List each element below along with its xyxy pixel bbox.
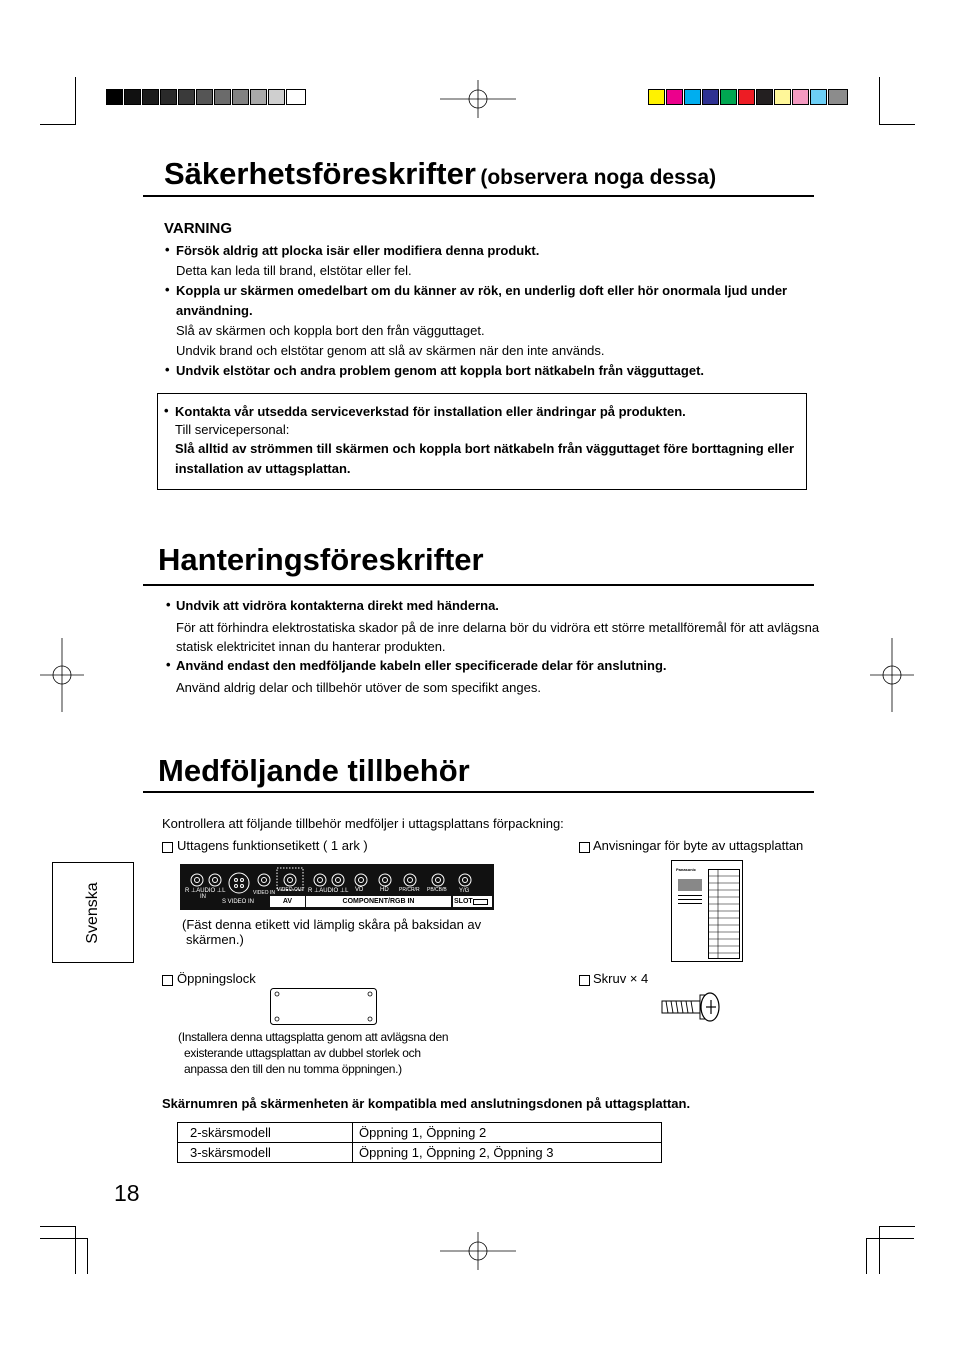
crop-mark-bl-v	[75, 1226, 76, 1274]
table-row	[178, 1143, 662, 1163]
model-cell: 3-skärsmodell	[178, 1143, 353, 1163]
safety-title-sub: (observera noga dessa)	[480, 166, 717, 189]
label-yg: Y/G	[459, 888, 470, 894]
function-label-sheet-illustration	[180, 864, 494, 910]
accessory-screws: Skruv × 4	[593, 971, 649, 986]
handling-item-2: Använd endast den medföljande kabeln eller specificerade delar för anslutning.	[176, 658, 667, 673]
crop-mark-br-h	[879, 1226, 915, 1227]
bullet: •	[165, 242, 170, 257]
bullet: •	[165, 282, 170, 297]
language-tab	[52, 862, 134, 963]
slot-number-boxes	[473, 899, 488, 905]
handling-item-1: Undvik att vidröra kontakterna direkt med händerna.	[176, 598, 499, 613]
slot-model-table	[177, 1122, 662, 1163]
label-audio-1: R ⊥AUDIO ⊥L	[185, 888, 226, 894]
section-safety-title	[164, 156, 716, 192]
section-divider	[143, 584, 814, 586]
manual-image	[678, 879, 702, 891]
slot-cover-note-3: anpassa den till den nu tomma öppningen.)	[184, 1062, 402, 1076]
section-handling-title: Hanteringsföreskrifter	[158, 542, 484, 577]
bullet: •	[166, 597, 171, 612]
handling-item-2-detail: Använd aldrig delar och tillbehör utöver de som specifikt anges.	[176, 680, 541, 695]
service-notice-personnel: Till servicepersonal:	[175, 422, 290, 437]
bullet: •	[166, 657, 171, 672]
instruction-manual-illustration	[671, 860, 743, 962]
crop-mark-tl-h	[40, 124, 76, 125]
section-divider	[143, 791, 814, 793]
warning-item-1: Försök aldrig att plocka isär eller modifiera denna produkt.	[176, 243, 540, 258]
section-divider	[143, 195, 814, 197]
warning-item-2-detail-2: Undvik brand och elstötar genom att slå av skärmen när den inte används.	[176, 343, 605, 358]
label-video-in: VIDEO IN	[253, 890, 275, 896]
handling-item-1-detail-1: För att förhindra elektrostatiska skador på de inre delarna bör du vidröra ett större metallföremål för att avlägsna	[176, 620, 820, 635]
checkbox	[162, 842, 173, 853]
label-sheet-note-2: skärmen.)	[186, 932, 244, 947]
label-video-out: VIDEO OUT	[277, 887, 305, 893]
label-pr: PR/CR/R	[399, 887, 420, 893]
label-svideo-in: S VIDEO IN	[222, 899, 255, 905]
slot-compatibility-note: Skärnumren på skärmenheten är kompatibla med anslutningsdonen på uttagsplattan.	[162, 1096, 691, 1111]
label-component-rgb: COMPONENT/RGB IN	[306, 896, 451, 907]
warning-item-2-detail-1: Slå av skärmen och koppla bort den från vägguttaget.	[176, 323, 485, 338]
warning-item-2-line1: Koppla ur skärmen omedelbart om du känner av rök, en underlig doft eller hör onormala ljud under	[176, 283, 788, 298]
model-cell: 2-skärsmodell	[178, 1123, 353, 1143]
crop-mark-br-v2	[866, 1238, 867, 1274]
warning-heading: VARNING	[164, 220, 233, 237]
accessory-slot-cover: Öppningslock	[177, 971, 256, 986]
bullet: •	[164, 403, 169, 418]
warning-item-3: Undvik elstötar och andra problem genom att koppla bort nätkabeln från vägguttaget.	[176, 363, 705, 378]
crop-mark-bl-h	[40, 1226, 76, 1227]
label-in: IN	[200, 894, 206, 900]
accessories-intro: Kontrollera att följande tillbehör medföljer i uttagsplattans förpackning:	[162, 816, 564, 831]
slots-cell: Öppning 1, Öppning 2	[353, 1123, 662, 1143]
crop-mark-tr-h	[879, 124, 915, 125]
checkbox	[162, 975, 173, 986]
slot-cover-note-1: (Installera denna uttagsplatta genom att avlägsna den	[178, 1030, 449, 1044]
registration-target-top	[440, 80, 516, 118]
slot-cover-illustration	[270, 988, 378, 1026]
label-audio-2: R ⊥AUDIO ⊥L	[308, 888, 349, 894]
warning-item-2-line2: användning.	[176, 303, 253, 318]
registration-target-left	[40, 638, 84, 712]
label-sheet-note-1: (Fäst denna etikett vid lämplig skåra på baksidan av	[182, 917, 482, 932]
crop-mark-tl-v	[75, 77, 76, 125]
slot-cover-note-2: existerande uttagsplattan av dubbel storlek och	[184, 1046, 421, 1060]
registration-target-right	[870, 638, 914, 712]
warning-item-1-detail: Detta kan leda till brand, elstötar eller fel.	[176, 263, 412, 278]
service-notice-instruction-2: installation av uttagsplattan.	[175, 461, 351, 476]
crop-mark-br-v	[879, 1226, 880, 1274]
section-accessories-title: Medföljande tillbehör	[158, 753, 470, 788]
safety-title-main: Säkerhetsföreskrifter	[164, 156, 476, 191]
accessory-replacement-instructions: Anvisningar för byte av uttagsplattan	[593, 838, 804, 853]
crop-mark-br-h2	[866, 1238, 914, 1239]
checkbox	[579, 975, 590, 986]
screw-icon	[660, 990, 722, 1024]
crop-mark-bl-h2	[40, 1238, 88, 1239]
manual-brand: Panasonic	[676, 867, 697, 872]
crop-mark-tr-v	[879, 77, 880, 125]
label-av: AV	[270, 896, 305, 907]
manual-table	[708, 869, 740, 959]
bullet: •	[165, 362, 170, 377]
label-slot: SLOT	[453, 896, 492, 907]
page-number: 18	[114, 1180, 140, 1206]
checkbox	[579, 842, 590, 853]
handling-item-1-detail-2: statisk elektricitet innan du hanterar produkten.	[176, 639, 446, 654]
service-notice-main: Kontakta vår utsedda serviceverkstad för installation eller ändringar på produkten.	[175, 404, 686, 419]
service-notice-instruction-1: Slå alltid av strömmen till skärmen och koppla bort nätkabeln från vägguttaget före borttagning eller	[175, 441, 795, 456]
accessory-function-label-sheet: Uttagens funktionsetikett ( 1 ark )	[177, 838, 368, 853]
registration-target-bottom	[440, 1232, 516, 1270]
slots-cell: Öppning 1, Öppning 2, Öppning 3	[353, 1143, 662, 1163]
label-hd: HD	[380, 887, 389, 893]
table-row	[178, 1123, 662, 1143]
label-vd: VD	[355, 887, 364, 893]
crop-mark-bl-v2	[87, 1238, 88, 1274]
label-pb: PB/CB/B	[427, 887, 447, 893]
language-tab-label: Svenska	[84, 882, 101, 944]
